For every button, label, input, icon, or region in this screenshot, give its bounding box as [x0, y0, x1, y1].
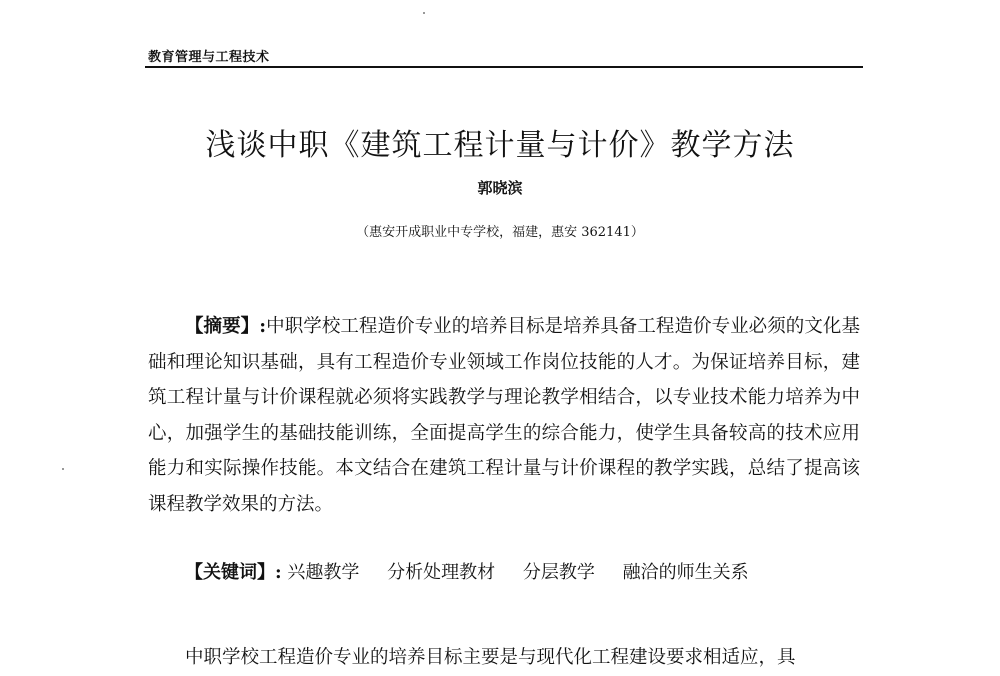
keyword: 兴趣教学 [287, 562, 360, 583]
abstract [148, 309, 860, 522]
keywords-label: 【关键词】: [185, 562, 282, 583]
journal-header: 教育管理与工程技术 [148, 50, 270, 65]
abstract-text: 中职学校工程造价专业的培养目标是培养具备工程造价专业必须的文化基础和理论知识基础，具有工程造价专业领域工作岗位技能的人才。为保证培养目标，建筑工程计量与计价课程就必须将实践教学与理论教学相结合，以专业技术能力培养为中心，加强学生的基础技能训练，全面提高学生的综合能力，使学生具备较高的技术应用能力和实际操作技能。本文结合在建筑工程计量与计价课程的教学实践，总结了提高该课程教学效果的方法。 [148, 316, 860, 515]
keyword: 分层教学 [522, 562, 595, 583]
author-affiliation: （惠安开成职业中专学校，福建，惠安 362141） [356, 225, 644, 240]
header-rule [145, 66, 863, 68]
paper-title: 浅谈中职《建筑工程计量与计价》教学方法 [205, 128, 795, 163]
scan-speck [62, 468, 64, 470]
keyword: 融洽的师生关系 [622, 562, 749, 583]
abstract-label: 【摘要】: [185, 316, 267, 337]
keyword: 分析处理教材 [387, 562, 496, 583]
scan-speck [423, 12, 425, 14]
author-name: 郭晓滨 [477, 179, 523, 197]
body-paragraph: 中职学校工程造价专业的培养目标主要是与现代化工程建设要求相适应，具 [185, 647, 796, 668]
keywords [185, 558, 749, 584]
